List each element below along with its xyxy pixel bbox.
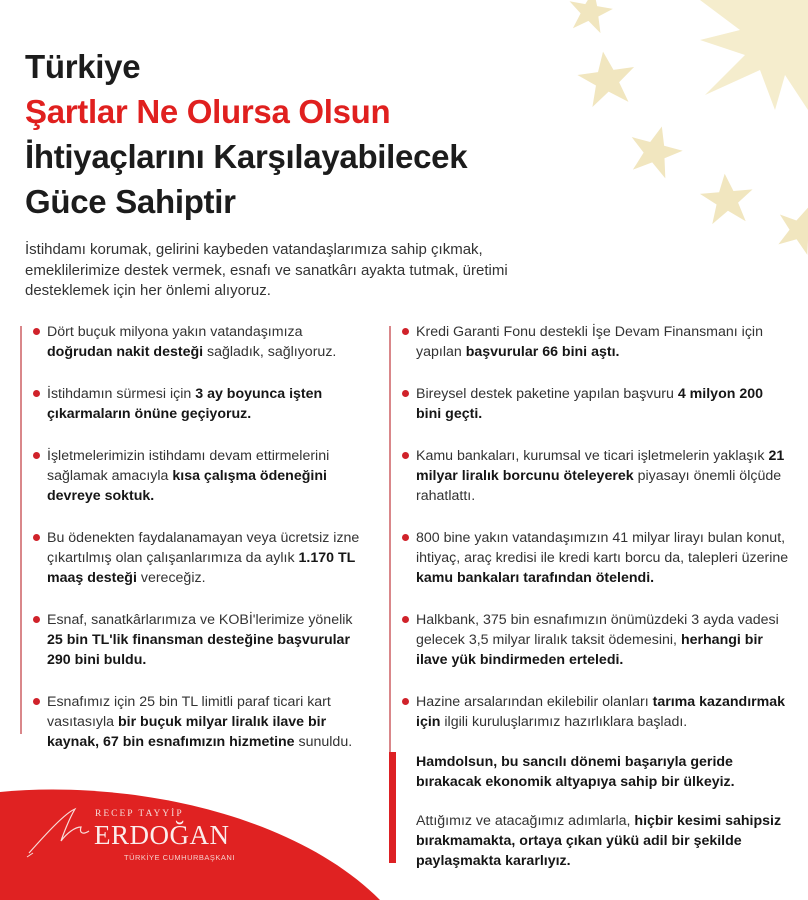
intro-paragraph: İstihdamı korumak, gelirini kaybeden vatandaşlarımıza sahip çıkmak, emeklilerimize destek vermek, esnafı ve sanatkârı ayakta tutmak, üretimi desteklemek için her önlemi alıyoruz. [25, 241, 508, 299]
bullet-dot-icon [33, 328, 40, 335]
bullet-item: Bireysel destek paketine yapılan başvuru 4 milyon 200 bini geçti. [389, 384, 789, 424]
signature-surname: ERDOĞAN [94, 820, 230, 850]
bullet-item: 800 bine yakın vatandaşımızın 41 milyar lirayı bulan konut, ihtiyaç, araç kredisi ile kredi kartı borcu da, talepleri üzerine kamu bankaları tarafından ötelendi. [389, 528, 789, 588]
bullet-dot-icon [402, 452, 409, 459]
bullet-item: Kamu bankaları, kurumsal ve ticari işletmelerin yaklaşık 21 milyar liralık borcunu öteleyerek piyasayı önemli ölçüde rahatlattı. [389, 446, 789, 506]
bullet-item: Halkbank, 375 bin esnafımızın önümüzdeki 3 ayda vadesi gelecek 3,5 milyar liralık taksit ödemesini, herhangi bir ilave yük bindirmeden erteledi. [389, 610, 789, 670]
headline-line-1: Türkiye [25, 48, 141, 85]
signature-scribble-icon [25, 805, 95, 860]
bullet-dot-icon [33, 452, 40, 459]
right-column [389, 322, 789, 754]
bullet-item: Esnafımız için 25 bin TL limitli paraf ticari kart vasıtasıyla bir buçuk milyar liralık ilave bir kaynak, 67 bin esnafımızın hizmetine sunuldu. [20, 692, 370, 752]
bullet-item: Esnaf, sanatkârlarımıza ve KOBİ'lerimize yönelik 25 bin TL'lik finansman desteğine başvurular 290 bini buldu. [20, 610, 370, 670]
closing-statement [389, 752, 799, 890]
bullet-item: Kredi Garanti Fonu destekli İşe Devam Finansmanı için yapılan başvurular 66 bini aştı. [389, 322, 789, 362]
bullet-dot-icon [402, 390, 409, 397]
bullet-dot-icon [33, 616, 40, 623]
headline [25, 44, 467, 224]
bullet-item: Hazine arsalarından ekilebilir olanları tarıma kazandırmak için ilgili kuruluşlarımız hazırlıklara başladı. [389, 692, 789, 732]
headline-line-2: Şartlar Ne Olursa Olsun [25, 93, 391, 130]
bullet-item: Dört buçuk milyona yakın vatandaşımıza doğrudan nakit desteği sağladık, sağlıyoruz. [20, 322, 370, 362]
bullet-dot-icon [402, 534, 409, 541]
bullet-dot-icon [33, 534, 40, 541]
bullet-dot-icon [402, 616, 409, 623]
bullet-item: Bu ödenekten faydalanamayan veya ücretsiz izne çıkartılmış olan çalışanlarımıza da aylık 1.170 TL maaş desteği vereceğiz. [20, 528, 370, 588]
bullet-dot-icon [402, 698, 409, 705]
signature-first-names: RECEP TAYYİP [95, 809, 184, 819]
bullet-dot-icon [33, 390, 40, 397]
left-column [20, 322, 370, 774]
bullet-dot-icon [402, 328, 409, 335]
headline-line-3: İhtiyaçlarını Karşılayabilecek [25, 138, 468, 175]
bullet-item: İşletmelerimizin istihdamı devam ettirmelerini sağlamak amacıyla kısa çalışma ödeneğini devreye soktuk. [20, 446, 370, 506]
closing-paragraph-2: Attığımız ve atacağımız adımlarla, hiçbir kesimi sahipsiz bırakmamakta, ortaya çıkan yükü adil bir şekilde paylaşmakta kararlıyız. [416, 813, 782, 869]
signature-title: TÜRKİYE CUMHURBAŞKANI [124, 853, 235, 862]
bullet-item: İstihdamın sürmesi için 3 ay boyunca işten çıkarmaların önüne geçiyoruz. [20, 384, 370, 424]
closing-paragraph-1: Hamdolsun, bu sancılı dönemi başarıyla geride bırakacak ekonomik altyapıya sahip bir ülkeyiz. [416, 754, 735, 790]
bullet-dot-icon [33, 698, 40, 705]
headline-line-4: Güce Sahiptir [25, 183, 236, 220]
